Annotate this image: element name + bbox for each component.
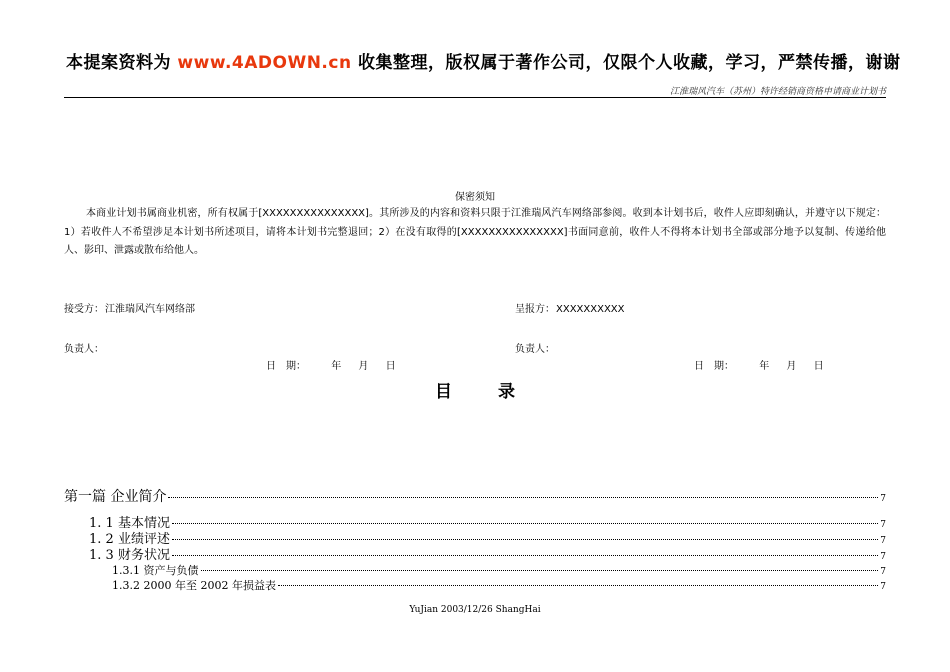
toc-entry-title: 1.3.2 2000 年至 2002 年损益表 bbox=[112, 579, 276, 592]
header-rule bbox=[64, 97, 886, 98]
page-footer: YuJian 2003/12/26 ShangHai bbox=[409, 605, 541, 615]
date-label: 日 期： bbox=[694, 361, 734, 372]
confidentiality-body: 本商业计划书属商业机密，所有权属于[XXXXXXXXXXXXXXX]。其所涉及的内容和资料只限于江淮瑞风汽车网络部参阅。收到本计划书后，收件人应即刻确认，并遵守以下规定：1）若收件人不希望涉足本计划书所述项目，请将本计划书完整退回；2）在没有取得的[XXXXXXXXXXXXXXX]书面同意前，收件人不得将本计划书全部或部分地予以复制、传递给他人、影印、泄露或散布给他人。 bbox=[64, 208, 886, 256]
toc-leader-dots bbox=[278, 585, 878, 586]
date-month: 月 bbox=[786, 361, 797, 372]
submitter-label: 呈报方： bbox=[515, 304, 555, 315]
date-day: 日 bbox=[385, 361, 396, 372]
toc-entry[interactable] bbox=[112, 577, 886, 593]
toc-entry-title: 1.3.1 资产与负债 bbox=[112, 564, 199, 577]
toc-entry[interactable] bbox=[112, 562, 886, 578]
toc-entry[interactable] bbox=[89, 544, 886, 563]
date-year: 年 bbox=[759, 361, 770, 372]
toc-leader-dots bbox=[168, 497, 878, 498]
document-header-title: 江淮瑞风汽车（苏州）特许经销商资格申请商业计划书 bbox=[669, 87, 886, 97]
banner-prefix: 本提案资料为 bbox=[66, 53, 171, 73]
submitter-date-line bbox=[694, 357, 838, 372]
date-label: 日 期： bbox=[266, 361, 306, 372]
toc-title-char-1: 目 bbox=[435, 382, 452, 402]
toc-leader-dots bbox=[201, 570, 879, 571]
toc-entry-page: 7 bbox=[880, 536, 886, 546]
watermark-banner bbox=[66, 48, 950, 76]
toc-entry-title: 1. 2 业绩评述 bbox=[89, 532, 170, 547]
toc-entry-page: 7 bbox=[880, 567, 886, 577]
toc-entry[interactable] bbox=[64, 486, 886, 506]
toc-entry-page: 7 bbox=[880, 494, 886, 504]
toc-entry-page: 7 bbox=[880, 582, 886, 592]
receiver-date-line bbox=[266, 357, 410, 372]
banner-site-link[interactable]: www.4ADOWN.cn bbox=[177, 53, 352, 73]
toc-leader-dots bbox=[172, 523, 878, 524]
submitter-person-label: 负责人： bbox=[515, 344, 555, 355]
submitter-value: XXXXXXXXXX bbox=[556, 304, 625, 315]
toc-title-char-2: 录 bbox=[498, 382, 515, 402]
receiver-field bbox=[64, 300, 195, 315]
toc-entry-title: 1. 3 财务状况 bbox=[89, 548, 170, 563]
date-year: 年 bbox=[331, 361, 342, 372]
receiver-person-label: 负责人： bbox=[64, 344, 104, 355]
toc-leader-dots bbox=[172, 539, 878, 540]
date-month: 月 bbox=[358, 361, 369, 372]
toc-leader-dots bbox=[172, 555, 878, 556]
toc-entry-title: 1. 1 基本情况 bbox=[89, 516, 170, 531]
submitter-field bbox=[515, 300, 625, 315]
receiver-label: 接受方： bbox=[64, 304, 104, 315]
toc-title bbox=[0, 377, 950, 402]
toc-entry-title: 第一篇 企业简介 bbox=[64, 489, 167, 505]
receiver-value: 江淮瑞风汽车网络部 bbox=[105, 304, 195, 315]
confidentiality-title: 保密须知 bbox=[455, 192, 495, 203]
toc-entry-page: 7 bbox=[880, 520, 886, 530]
toc-entry-page: 7 bbox=[880, 552, 886, 562]
banner-suffix: 收集整理，版权属于著作公司，仅限个人收藏，学习，严禁传播，谢谢 bbox=[358, 53, 901, 73]
date-day: 日 bbox=[813, 361, 824, 372]
